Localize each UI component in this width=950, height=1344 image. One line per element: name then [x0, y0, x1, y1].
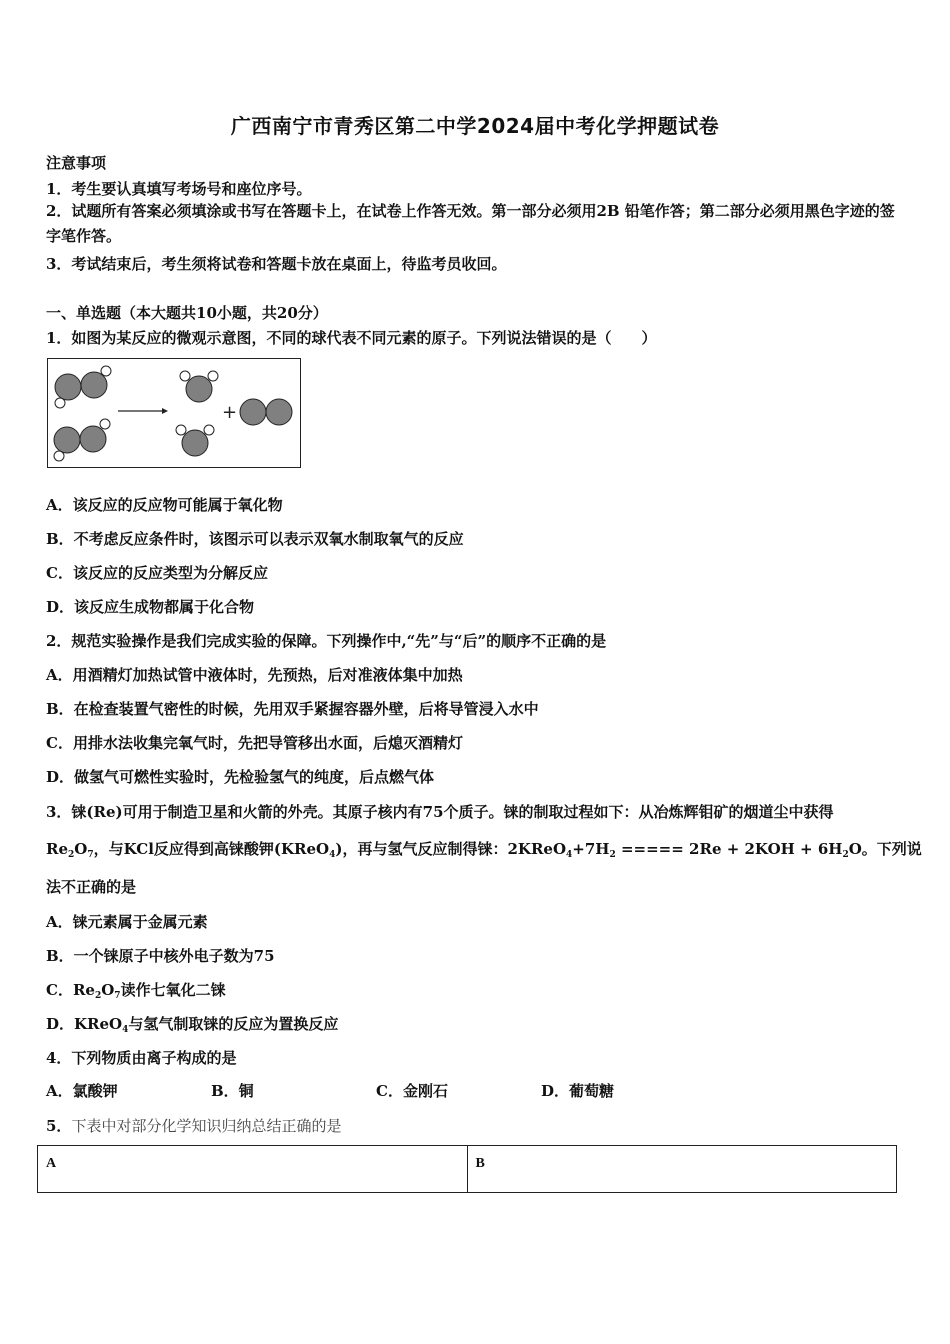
- notice-item-1: 1．考生要认真填写考场号和座位序号。: [46, 180, 312, 198]
- notice-item-3: 3．考试结束后，考生须将试卷和答题卡放在桌面上，待监考员收回。: [46, 255, 507, 273]
- q2-option-b: B．在检查装置气密性的时候，先用双手紧握容器外壁，后将导管浸入水中: [46, 700, 539, 718]
- large-atom: [182, 430, 208, 456]
- large-atom: [186, 376, 212, 402]
- q4-option-d: D．葡萄糖: [541, 1082, 615, 1100]
- q1-option-c: C．该反应的反应类型为分解反应: [46, 564, 268, 582]
- plus-sign: +: [222, 402, 238, 423]
- q3-stem-line-1: 3．铼(Re)可用于制造卫星和火箭的外壳。其原子核内有75个质子。铼的制取过程如下：从冶炼辉钼矿的烟道尘中获得: [46, 803, 834, 821]
- reactant-molecule-1: [55, 366, 111, 408]
- q1-option-d: D．该反应生成物都属于化合物: [46, 598, 255, 616]
- reaction-diagram: [47, 358, 301, 468]
- product-oxygen-molecule: [240, 399, 292, 425]
- q5-table-header-a: A: [46, 1156, 57, 1171]
- q4-option-a: A．氯酸钾: [46, 1082, 118, 1100]
- small-atom: [180, 371, 190, 381]
- q2-stem: 2．规范实验操作是我们完成实验的保障。下列操作中,“先”与“后”的顺序不正确的是: [46, 632, 607, 650]
- small-atom: [176, 425, 186, 435]
- q5-table-header-b: B: [467, 1146, 897, 1192]
- large-atom: [81, 372, 107, 398]
- large-atom: [80, 426, 106, 452]
- q5-table: [37, 1145, 897, 1193]
- q1-stem: 1．如图为某反应的微观示意图，不同的球代表不同元素的原子。下列说法错误的是（ ）: [46, 329, 657, 347]
- q3-stem-line-2: $Re_2O_7$，与KCl反应得到高铼酸钾(KReO$_4$)，再与氢气反应制得铼：$2KReO_4+7H_2$ ===== $2Re + 2KOH + 6H_2O$。下列说: [46, 840, 922, 860]
- small-atom: [54, 451, 64, 461]
- q4-option-c: C．金刚石: [376, 1082, 448, 1100]
- q2-option-d: D．做氢气可燃性实验时，先检验氢气的纯度，后点燃气体: [46, 768, 435, 786]
- notice-item-2: 2．试题所有答案必须填涂或书写在答题卡上，在试卷上作答无效。第一部分必须用2B 铅笔作答；第二部分必须用黑色字迹的签字笔作答。: [46, 202, 895, 245]
- section-heading: 一、单选题（本大题共10小题，共20分）: [46, 304, 328, 322]
- product-water-molecule-2: [176, 425, 214, 456]
- q2-option-a: A．用酒精灯加热试管中液体时，先预热，后对准液体集中加热: [46, 666, 463, 684]
- q3-option-b: B．一个铼原子中核外电子数为75: [46, 947, 275, 965]
- q1-option-b: B．不考虑反应条件时，该图示可以表示双氧水制取氧气的反应: [46, 530, 464, 548]
- small-atom: [101, 366, 111, 376]
- reaction-arrow: [118, 408, 168, 414]
- small-atom: [55, 398, 65, 408]
- q4-stem: 4．下列物质由离子构成的是: [46, 1049, 237, 1067]
- large-atom: [266, 399, 292, 425]
- q3-option-a: A．铼元素属于金属元素: [46, 913, 208, 931]
- reaction-diagram-svg: [48, 359, 300, 467]
- notice-heading: 注意事项: [46, 154, 107, 172]
- large-atom: [54, 427, 80, 453]
- small-atom: [208, 371, 218, 381]
- page-title: 广西南宁市青秀区第二中学2024届中考化学押题试卷: [230, 114, 720, 138]
- large-atom: [55, 374, 81, 400]
- small-atom: [204, 425, 214, 435]
- q5-stem: 5．下表中对部分化学知识归纳总结正确的是: [46, 1117, 342, 1135]
- q3-stem-line-3: 法不正确的是: [46, 878, 137, 896]
- large-atom: [240, 399, 266, 425]
- reactant-molecule-2: [54, 419, 110, 461]
- q3-option-c: C．$Re_2O_7$读作七氧化二铼: [46, 981, 226, 1001]
- small-atom: [100, 419, 110, 429]
- q1-option-a: A．该反应的反应物可能属于氧化物: [46, 496, 283, 514]
- q3-option-d: D．KReO$_4$与氢气制取铼的反应为置换反应: [46, 1015, 339, 1035]
- q4-option-b: B．铜: [211, 1082, 254, 1100]
- product-water-molecule-1: [180, 371, 218, 402]
- q2-option-c: C．用排水法收集完氧气时，先把导管移出水面，后熄灭酒精灯: [46, 734, 463, 752]
